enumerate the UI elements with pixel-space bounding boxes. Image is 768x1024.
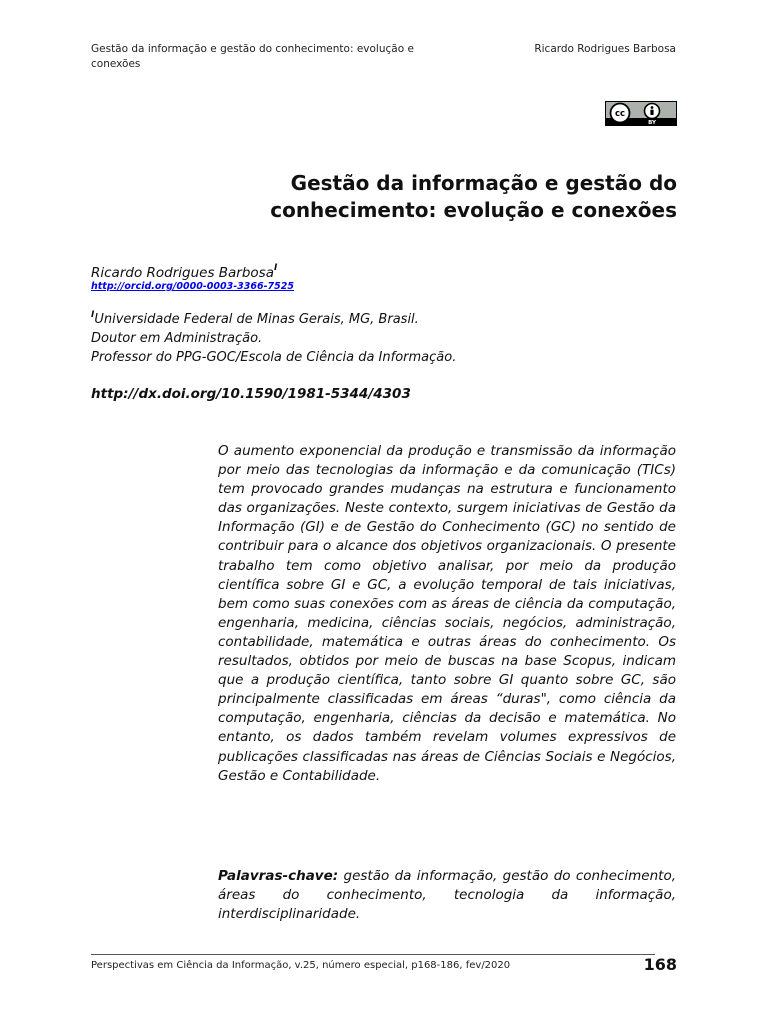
orcid-link[interactable]: http://orcid.org/0000-0003-3366-7525 xyxy=(91,281,294,292)
affiliation-university: Universidade Federal de Minas Gerais, MG, Brasil. xyxy=(94,312,419,327)
doi-link[interactable]: http://dx.doi.org/10.1590/1981-5344/4303 xyxy=(91,386,411,402)
running-author: Ricardo Rodrigues Barbosa xyxy=(534,43,676,55)
footer-citation: Perspectivas em Ciência da Informação, v.25, número especial, p168-186, fev/2020 xyxy=(91,960,511,971)
svg-text:cc: cc xyxy=(614,109,626,120)
cc-by-license-badge[interactable] xyxy=(605,101,677,126)
abstract: O aumento exponencial da produção e transmissão da informação por meio das tecnologias da informação e da comunicação (TICs) tem provocado grandes mudanças na estrutura e funcionamento das organizações. Neste contexto, surgem iniciativas de Gestão da Informação (GI) e de Gestão do Conhecimento (GC) no sentido de contribuir para o alcance dos objetivos organizacionais. O presente trabalho tem como objetivo analisar, por meio da produção científica sobre GI e GC, a evolução temporal de tais iniciativas, bem como suas conexões com as áreas de ciência da computação, engenharia, medicina, ciências sociais, negócios, administração, contabilidade, matemática e outras áreas do conhecimento. Os resultados, obtidos por meio de buscas na base Scopus, indicam que a produção científica, tanto sobre GI quanto sobre GC, são principalmente classificadas em áreas “duras", como ciência da computação, engenharia, ciências da decisão e matemática. No entanto, os dados também revelam volumes expressivos de publicações classificadas nas áreas de Ciências Sociais e Negócios, Gestão e Contabilidade. xyxy=(218,443,676,784)
author-name-text: Ricardo Rodrigues Barbosa xyxy=(91,265,274,281)
by-attribution-icon xyxy=(645,104,660,119)
cc-icon xyxy=(611,104,630,123)
footer-rule xyxy=(91,954,655,955)
affiliation-position: Professor do PPG-GOC/Escola de Ciência da Informação. xyxy=(91,350,457,365)
title-line-2: conhecimento: evolução e conexões xyxy=(270,198,677,222)
author-affiliation-marker: I xyxy=(273,263,278,273)
keywords-label: Palavras-chave: xyxy=(218,868,339,884)
affiliation-line-1 xyxy=(91,306,651,329)
affiliation-degree: Doutor em Administração. xyxy=(91,331,263,346)
keywords-text: gestão da informação, gestão do conhecimento, áreas do conhecimento, tecnologia da informação, interdisciplinaridade. xyxy=(218,868,676,923)
affiliation-block xyxy=(91,306,651,367)
license-graphic xyxy=(606,102,676,125)
article-title xyxy=(157,170,677,224)
title-line-1: Gestão da informação e gestão do xyxy=(290,171,677,195)
by-label: BY xyxy=(648,120,656,125)
author-name xyxy=(91,263,277,281)
keywords xyxy=(218,867,676,924)
affiliation-marker: I xyxy=(91,310,95,320)
page-number: 168 xyxy=(643,955,677,974)
running-title: Gestão da informação e gestão do conhecimento: evolução e conexões xyxy=(91,43,414,70)
